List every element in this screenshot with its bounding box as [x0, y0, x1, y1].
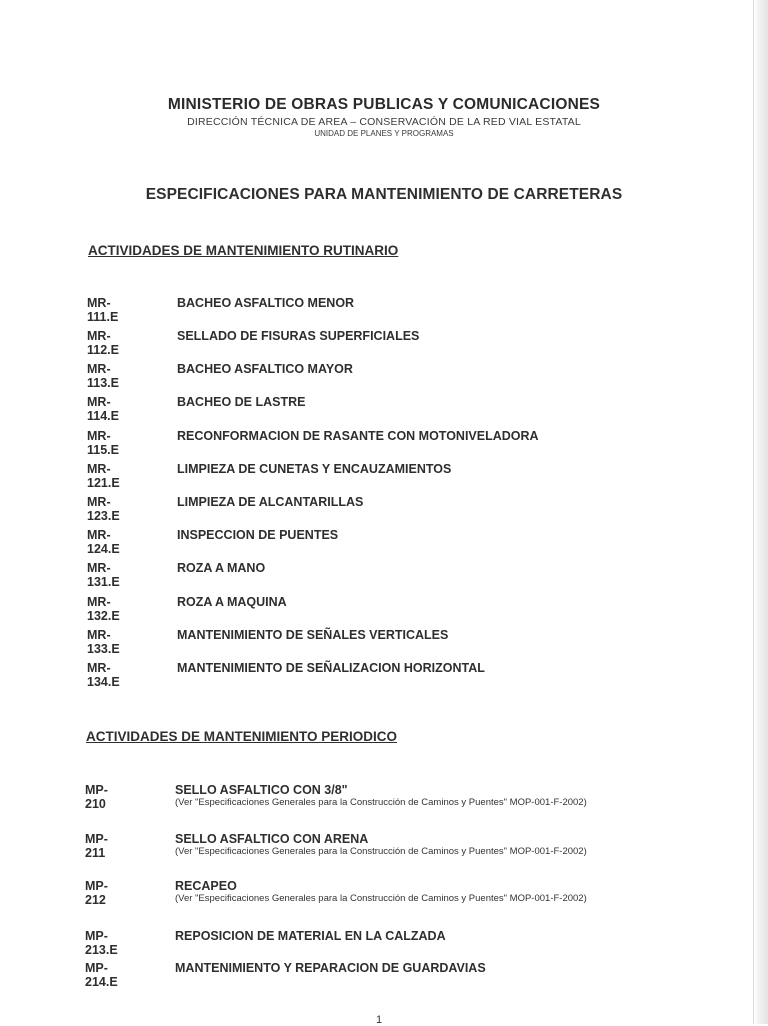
unit-name: UNIDAD DE PLANES Y PROGRAMAS [314, 129, 454, 138]
activity-description: ROZA A MANO [177, 561, 266, 575]
activity-description: LIMPIEZA DE ALCANTARILLAS [177, 495, 364, 509]
routine-section-title: ACTIVIDADES DE MANTENIMIENTO RUTINARIO [88, 243, 399, 258]
ministry-name: MINISTERIO DE OBRAS PUBLICAS Y COMUNICACIONES [167, 96, 601, 113]
activity-description: LIMPIEZA DE CUNETAS Y ENCAUZAMIENTOS [177, 462, 452, 476]
activity-code: MP-212 [85, 879, 108, 907]
activity-description: MANTENIMIENTO DE SEÑALES VERTICALES [177, 628, 449, 642]
activity-code: MR-113.E [87, 362, 119, 390]
document-title: ESPECIFICACIONES PARA MANTENIMIENTO DE CARRETERAS [145, 186, 623, 203]
activity-code: MP-214.E [85, 961, 118, 989]
activity-description: REPOSICION DE MATERIAL EN LA CALZADA [175, 929, 446, 943]
activity-description: SELLO ASFALTICO CON 3/8" [175, 783, 348, 797]
activity-description: MANTENIMIENTO DE SEÑALIZACION HORIZONTAL [177, 661, 485, 675]
activity-code: MR-132.E [87, 595, 120, 623]
activity-description: BACHEO ASFALTICO MAYOR [177, 362, 353, 376]
periodic-section-title: ACTIVIDADES DE MANTENIMIENTO PERIODICO [86, 729, 398, 744]
activity-code: MR-114.E [87, 395, 119, 423]
activity-code: MR-124.E [87, 528, 120, 556]
activity-code: MP-213.E [85, 929, 118, 957]
activity-description: ROZA A MAQUINA [177, 595, 287, 609]
page-number: 1 [376, 1014, 383, 1026]
activity-code: MR-111.E [87, 296, 119, 324]
activity-description: SELLADO DE FISURAS SUPERFICIALES [177, 329, 420, 343]
document-header [0, 96, 768, 138]
activity-reference-note: (Ver "Especificaciones Generales para la Construcción de Caminos y Puentes" MOP-001-F-2002) [175, 797, 587, 808]
activity-code: MR-115.E [87, 429, 119, 457]
activity-code: MP-210 [85, 783, 108, 811]
activity-description: INSPECCION DE PUENTES [177, 528, 339, 542]
activity-description: BACHEO DE LASTRE [177, 395, 306, 409]
activity-code: MR-133.E [87, 628, 120, 656]
activity-code: MR-121.E [87, 462, 120, 490]
activity-code: MP-211 [85, 832, 108, 860]
activity-code: MR-112.E [87, 329, 119, 357]
direction-name: DIRECCIÓN TÉCNICA DE AREA – CONSERVACIÓN DE LA RED VIAL ESTATAL [187, 116, 581, 128]
activity-reference-note: (Ver "Especificaciones Generales para la Construcción de Caminos y Puentes" MOP-001-F-2002) [175, 846, 587, 857]
activity-description: SELLO ASFALTICO CON ARENA [175, 832, 369, 846]
activity-description: RECONFORMACION DE RASANTE CON MOTONIVELADORA [177, 429, 539, 443]
activity-reference-note: (Ver "Especificaciones Generales para la Construcción de Caminos y Puentes" MOP-001-F-2002) [175, 893, 587, 904]
activity-code: MR-131.E [87, 561, 120, 589]
activity-code: MR-134.E [87, 661, 120, 689]
activity-description: MANTENIMIENTO Y REPARACION DE GUARDAVIAS [175, 961, 486, 975]
page-edge-shadow [753, 0, 768, 1024]
activity-description: BACHEO ASFALTICO MENOR [177, 296, 355, 310]
activity-description: RECAPEO [175, 879, 237, 893]
activity-code: MR-123.E [87, 495, 120, 523]
